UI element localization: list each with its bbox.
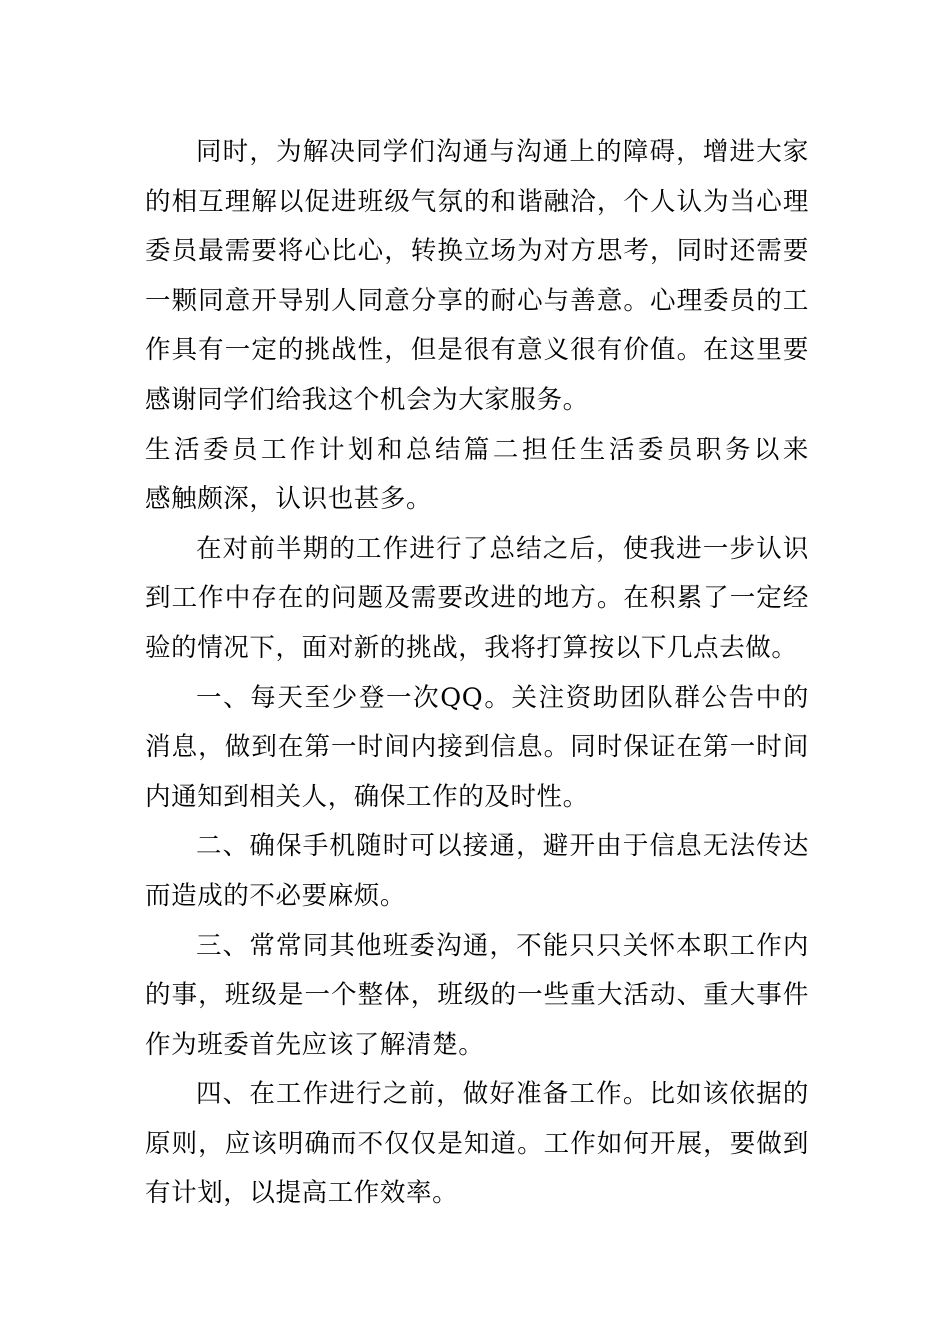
paragraph-item-two: 二、确保手机随时可以接通，避开由于信息无法传达而造成的不必要麻烦。 (145, 831, 809, 911)
paragraph-intro: 同时，为解决同学们沟通与沟通上的障碍，增进大家的相互理解以促进班级气氛的和谐融洽，个人认为当心理委员最需要将心比心，转换立场为对方思考，同时还需要一颗同意开导别人同意分享的耐心与善意。心理委员的工作具有一定的挑战性，但是很有意义很有价值。在这里要感谢同学们给我这个机会为大家服务。 (145, 137, 809, 415)
paragraph-item-three: 三、常常同其他班委沟通，不能只只关怀本职工作内的事，班级是一个整体，班级的一些重大活动、重大事件作为班委首先应该了解清楚。 (145, 930, 809, 1060)
section-heading: 生活委员工作计划和总结篇二 (145, 434, 522, 465)
paragraph-summary: 在对前半期的工作进行了总结之后，使我进一步认识到工作中存在的问题及需要改进的地方。在积累了一定经验的情况下，面对新的挑战，我将打算按以下几点去做。 (145, 533, 809, 663)
section-lead-continued: 感触颇深，认识也甚多。 (145, 484, 433, 515)
section-lead-inline: 担任生活委员职务以来 (521, 434, 809, 465)
section-heading-row (145, 426, 809, 476)
paragraph-item-four: 四、在工作进行之前，做好准备工作。比如该依据的原则，应该明确而不仅仅是知道。工作如何开展，要做到有计划，以提高工作效率。 (145, 1079, 809, 1209)
paragraph-item-one: 一、每天至少登一次QQ。关注资助团队群公告中的消息，做到在第一时间内接到信息。同时保证在第一时间内通知到相关人，确保工作的及时性。 (145, 682, 809, 812)
document-body (145, 128, 809, 1219)
